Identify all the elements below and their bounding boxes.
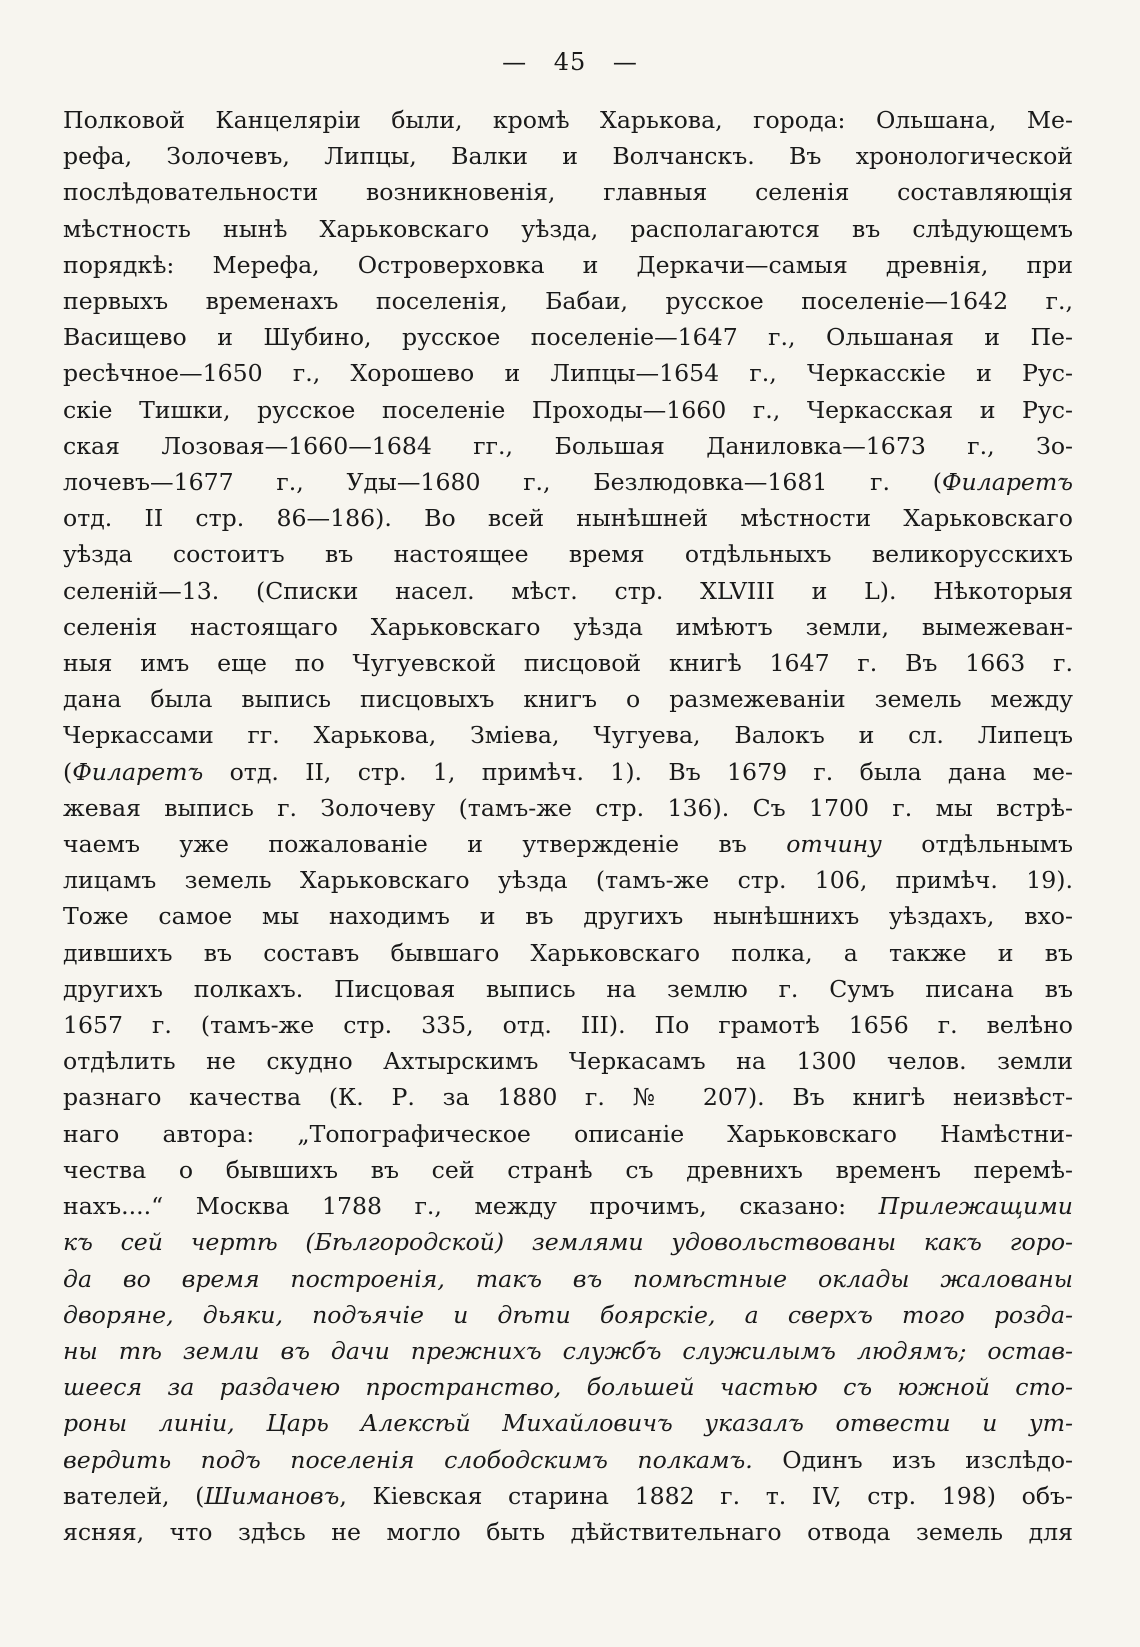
text-segment: лицамъ земель Харьковскаго уѣзда (тамъ-же стр. 106, примѣч. 19). <box>63 866 1073 895</box>
text-line <box>63 500 1073 536</box>
text-segment: отд. II, стр. 1, примѣч. 1). Въ 1679 г. была дана ме- <box>203 757 1073 786</box>
italic-text: Филаретъ <box>72 757 204 786</box>
italic-text: шееся за раздачею пространство, большей частью съ южной сто- <box>63 1373 1073 1402</box>
italic-text: ны тѣ земли въ дачи прежнихъ службъ служилымъ людямъ; остав- <box>63 1336 1073 1365</box>
italic-text: дворяне, дьяки, подъячіе и дѣти боярскіе, а сверхъ того розда- <box>63 1300 1073 1329</box>
text-segment: селеній—13. (Списки насел. мѣст. стр. XLVIII и L). Нѣкоторыя <box>63 576 1073 605</box>
text-line <box>63 1478 1073 1514</box>
text-segment: жевая выпись г. Золочеву (тамъ-же стр. 136). Съ 1700 г. мы встрѣ- <box>63 793 1073 822</box>
text-line <box>63 826 1073 862</box>
text-line <box>63 898 1073 934</box>
text-segment: отд. II стр. 86—186). Во всей нынѣшней мѣстности Харьковскаго <box>63 504 1073 533</box>
text-segment: лочевъ—1677 г., Уды—1680 г., Безлюдовка—1681 г. ( <box>63 468 942 497</box>
text-line <box>63 1116 1073 1152</box>
text-segment: наго автора: „Топографическое описаніе Харьковскаго Намѣстни- <box>63 1119 1073 1148</box>
text-segment: чаемъ уже пожалованіе и утвержденіе въ <box>63 830 787 859</box>
text-line <box>63 1043 1073 1079</box>
text-segment: Полковой Канцеляріи были, кромѣ Харькова, города: Ольшана, Ме- <box>63 106 1073 134</box>
text-line <box>63 1188 1073 1224</box>
body-text <box>63 102 1073 1550</box>
text-segment: Одинъ изъ изслѣдо- <box>752 1445 1073 1474</box>
text-line <box>63 1514 1073 1550</box>
text-segment: скіе Тишки, русское поселеніе Проходы—1660 г., Черкасская и Рус- <box>63 395 1073 424</box>
text-line <box>63 645 1073 681</box>
text-segment: отдѣлить не скудно Ахтырскимъ Черкасамъ на 1300 челов. земли <box>63 1047 1073 1076</box>
text-segment: Тоже самое мы находимъ и въ другихъ нынѣшнихъ уѣздахъ, вхо- <box>63 902 1073 931</box>
text-line <box>63 754 1073 790</box>
text-line <box>63 681 1073 717</box>
text-segment: чества о бывшихъ въ сей странѣ съ древнихъ временъ перемѣ- <box>63 1155 1073 1184</box>
text-line <box>63 1007 1073 1043</box>
text-line <box>63 609 1073 645</box>
text-segment: селенія настоящаго Харьковскаго уѣзда имѣютъ земли, вымежеван- <box>63 612 1073 641</box>
text-line <box>63 717 1073 753</box>
text-line <box>63 971 1073 1007</box>
text-line <box>63 428 1073 464</box>
text-line <box>63 790 1073 826</box>
italic-text: Шимановъ <box>204 1481 340 1510</box>
text-line <box>63 573 1073 609</box>
text-line <box>63 211 1073 247</box>
italic-text: вердить подъ поселенія слободскимъ полкамъ. <box>63 1445 753 1474</box>
text-line <box>63 464 1073 500</box>
text-line <box>63 1369 1073 1405</box>
text-line <box>63 102 1073 138</box>
text-segment: ясняя, что здѣсь не могло быть дѣйствительнаго отвода земель для <box>63 1517 1073 1546</box>
text-line <box>63 536 1073 572</box>
text-line <box>63 1333 1073 1369</box>
text-segment: дившихъ въ составъ бывшаго Харьковскаго полка, а также и въ <box>63 938 1073 967</box>
text-segment: порядкѣ: Мерефа, Островерховка и Деркачи—самыя древнія, при <box>63 250 1073 279</box>
page-number: 45 <box>553 48 587 76</box>
italic-text: да во время построенія, такъ въ помѣстные оклады жалованы <box>63 1264 1073 1293</box>
text-segment: Васищево и Шубино, русское поселеніе—1647 г., Ольшаная и Пе- <box>63 323 1073 352</box>
text-segment: ныя имъ еще по Чугуевской писцовой книгѣ 1647 г. Въ 1663 г. <box>63 649 1073 678</box>
text-line <box>63 1224 1073 1260</box>
page-header <box>0 48 1140 76</box>
text-line <box>63 1079 1073 1115</box>
italic-text: Филаретъ <box>941 468 1073 497</box>
text-segment: уѣзда состоитъ въ настоящее время отдѣльныхъ великорусскихъ <box>63 540 1073 569</box>
text-segment: ( <box>63 757 73 786</box>
header-dash-left: — <box>502 48 528 76</box>
text-segment: , Кіевская старина 1882 г. т. IV, стр. 198) объ- <box>339 1481 1074 1510</box>
text-segment: ская Лозовая—1660—1684 гг., Большая Даниловка—1673 г., Зо- <box>63 431 1073 460</box>
italic-text: отчину <box>786 830 882 859</box>
text-line <box>63 283 1073 319</box>
text-segment: рефа, Золочевъ, Липцы, Валки и Волчанскъ. Въ хронологической <box>63 142 1073 171</box>
text-line <box>63 319 1073 355</box>
italic-text: Прилежащими <box>878 1192 1073 1221</box>
text-line <box>63 392 1073 428</box>
text-segment: нахъ....“ Москва 1788 г., между прочимъ, сказано: <box>63 1192 879 1221</box>
text-segment: послѣдовательности возникновенія, главныя селенія составляющія <box>63 178 1073 207</box>
text-segment: отдѣльнымъ <box>881 830 1073 859</box>
text-segment: другихъ полкахъ. Писцовая выпись на землю г. Сумъ писана въ <box>63 974 1073 1003</box>
text-line <box>63 935 1073 971</box>
text-segment: дана была выпись писцовыхъ книгъ о размежеваніи земель между <box>63 685 1073 714</box>
text-line <box>63 247 1073 283</box>
text-segment: мѣстность нынѣ Харьковскаго уѣзда, располагаются въ слѣдующемъ <box>63 214 1073 243</box>
text-line <box>63 355 1073 391</box>
text-segment: Черкассами гг. Харькова, Зміева, Чугуева, Валокъ и сл. Липецъ <box>63 721 1073 750</box>
text-segment: вателей, ( <box>63 1481 205 1510</box>
text-line <box>63 1442 1073 1478</box>
text-segment: разнаго качества (К. Р. за 1880 г. № 207). Въ книгѣ неизвѣст- <box>63 1083 1073 1112</box>
text-line <box>63 1297 1073 1333</box>
text-line <box>63 174 1073 210</box>
text-segment: первыхъ временахъ поселенія, Бабаи, русское поселеніе—1642 г., <box>63 287 1073 316</box>
text-line <box>63 1261 1073 1297</box>
text-line <box>63 1405 1073 1441</box>
italic-text: къ сей чертѣ (Бѣлгородской) землями удовольствованы какъ горо- <box>63 1228 1073 1257</box>
italic-text: роны линіи, Царь Алексѣй Михайловичъ указалъ отвести и ут- <box>63 1409 1073 1438</box>
text-line <box>63 138 1073 174</box>
text-segment: ресѣчное—1650 г., Хорошево и Липцы—1654 г., Черкасскіе и Рус- <box>63 359 1073 388</box>
text-segment: 1657 г. (тамъ-же стр. 335, отд. III). По грамотѣ 1656 г. велѣно <box>63 1011 1073 1040</box>
header-dash-right: — <box>612 48 638 76</box>
text-line <box>63 862 1073 898</box>
text-line <box>63 1152 1073 1188</box>
